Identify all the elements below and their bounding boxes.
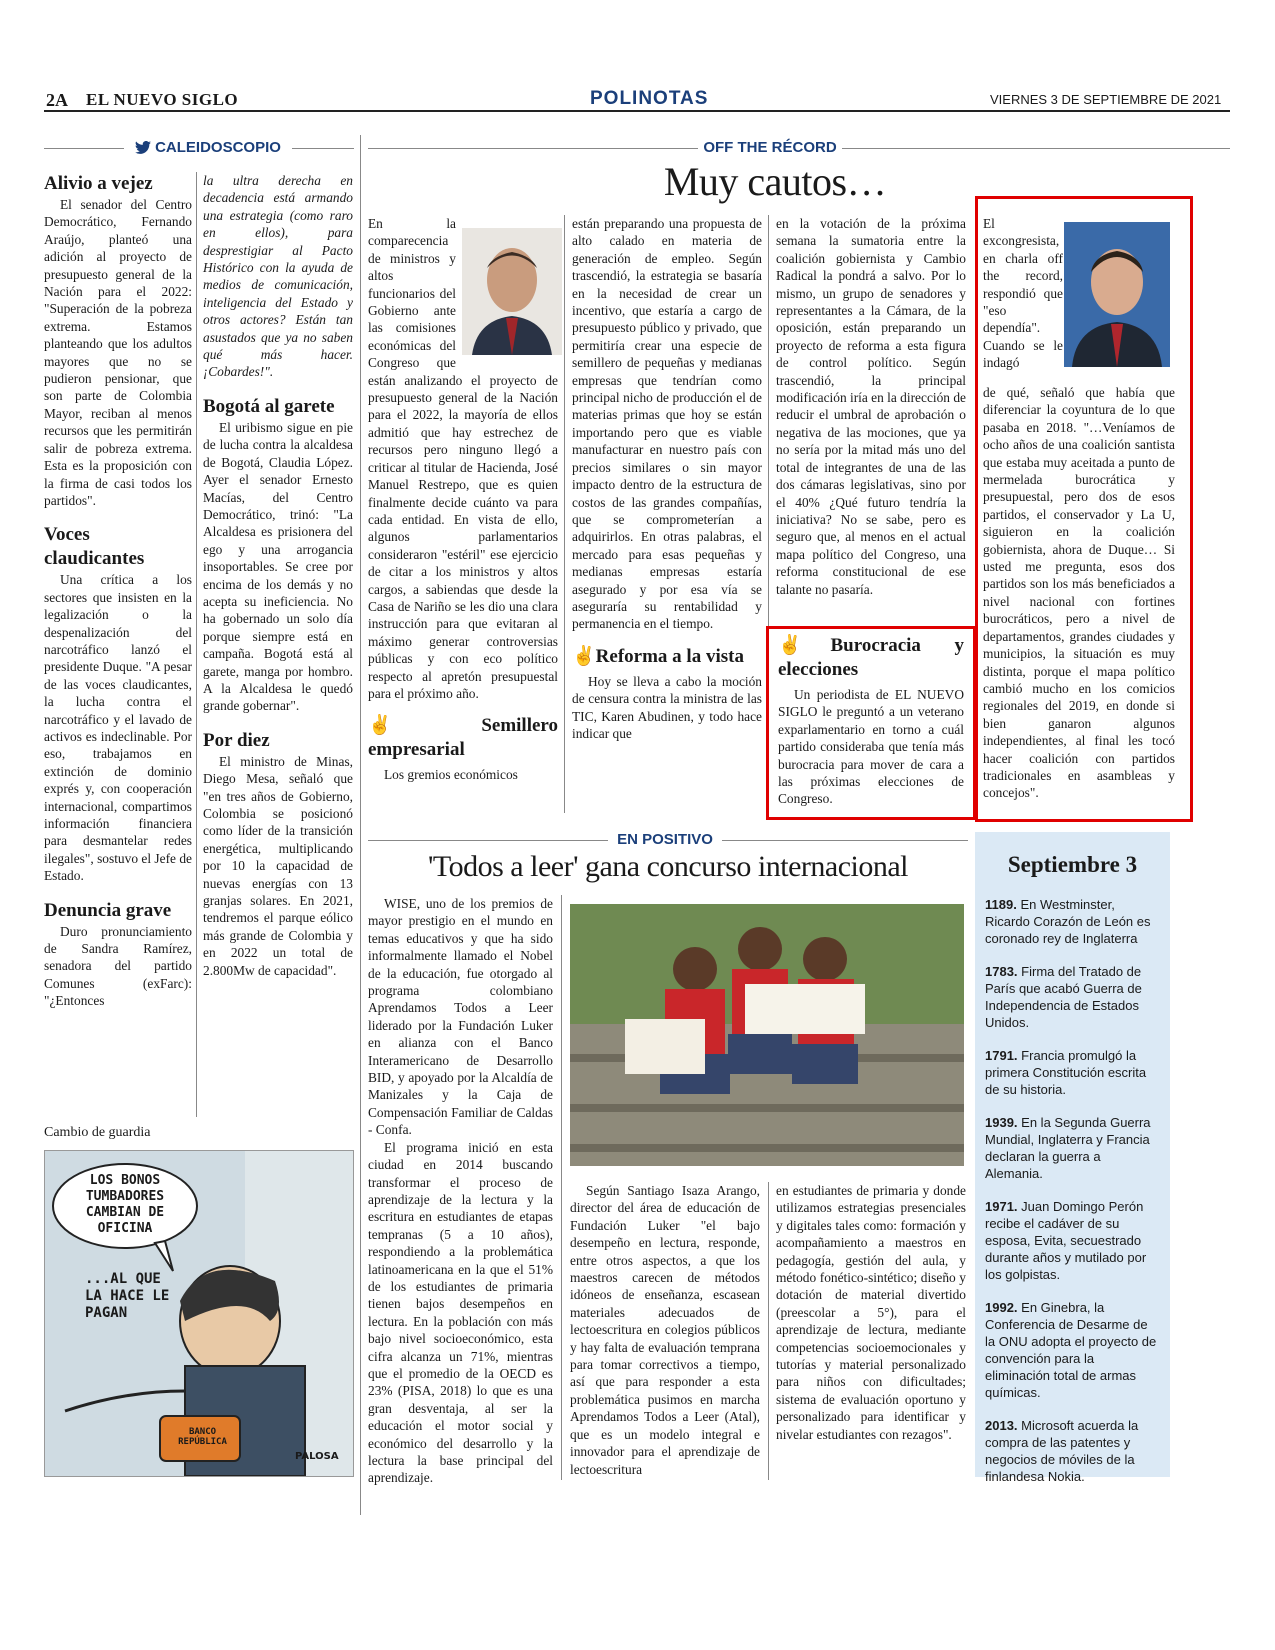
- article-heading: [778, 634, 964, 682]
- semillero-heading: Semillero empresarial: [368, 715, 558, 761]
- article-heading: Alivio a vejez: [44, 173, 153, 194]
- off-record-column-b: [572, 215, 762, 742]
- reforma-heading: Reforma a la vista: [595, 645, 744, 667]
- off-record-body-b: están preparando una propuesta de alto calado en materia de generación de empleo. Según trascendió, la estrategia se basaría en la necesidad de crear un incentivo, que estaría a cargo de presupuesto público y privado, que permitiría crear una especie de semillero de pequeñas y medianas empresas que tendrían como principal nicho de producción el de materias primas que hoy se están importando pero que es viable manufacturar en nuestro país con precios similares o sin mayor impacto dentro de la estructura de costos de las grandes compañías, que se comprometerían a adquirirlos. En otras palabras, el mercado para esas pequeñas y medianas empresas estaría asegurado y por esa vía se aseguraría su rentabilidad y permanencia en el tiempo.: [572, 216, 762, 632]
- en-positivo-column-3: [776, 1182, 966, 1443]
- off-record-body-c: en la votación de la próxima semana la sumatoria entre la coalición gobiernista y Cambio Radical la pondrá a salvo. Por lo mismo, un grupo de senadores y representantes a la Cámara, de la oposición, están preparando un proyecto de reforma a esta figura de control político. Según trascendió, la principal modificación iría en la dirección de reducir el umbral de aprobación o negativa de las mociones, que ya no sería por la mitad más uno del total de integrantes de una de las dos cámaras legislativas, sino por el 40% ¿Qué futuro tendría la iniciativa? No se sabe, pero es seguro que, al menos en el actual mapa político del Congreso, una reforma constitucional de ese talante no pasaría.: [776, 216, 966, 597]
- masthead-rule: [44, 110, 1230, 112]
- issue-date: VIERNES 3 DE SEPTIEMBRE DE 2021: [990, 92, 1222, 107]
- divider: [44, 148, 124, 149]
- column-divider: [196, 172, 197, 1117]
- caleidoscopio-column-1: [44, 172, 192, 1010]
- article-heading: Por diez: [203, 729, 270, 751]
- efemeride-item: [985, 896, 1158, 947]
- article-body: El ministro de Minas, Diego Mesa, señaló que "en tres años de Gobierno, Colombia se posicionó como líder de la transición energética, multiplicando por 10 la capacidad de nuevas energías con 13 granjas solares. En 2021, tendremos el parque eólico más grande de Colombia y en 2022 un total de 2.800Mw de capacidad".: [203, 753, 353, 978]
- efemerides-title: Septiembre 3: [1007, 852, 1138, 877]
- column-divider: [360, 135, 361, 1515]
- article-body: la ultra derecha en decadencia está armando una estrategia (como raro en ellos), para desprestigiar al Pacto Histórico con la ayuda de medios de comunicación, inteligencia del Estado y otros actores? Están tan asustados que ya no saben qué más hacer. ¡Cobardes!".: [203, 173, 353, 380]
- efemeride-year: 1939.: [985, 1115, 1018, 1130]
- off-record-column-d: [983, 384, 1175, 802]
- efemeride-year: 1791.: [985, 1048, 1018, 1063]
- divider: [292, 148, 354, 149]
- efemeride-year: 1783.: [985, 964, 1018, 979]
- article-body: Según Santiago Isaza Arango, director del área de educación de Fundación Luker "el bajo desempeño en lectura, responde, entre otros aspectos, a que los maestros carecen de métodos idóneos de enseñanza, escasean materiales adecuados de lectoescritura en colegios públicos y hay falta de evaluación temprana para tomar correctivos a tiempo, así que para responder a esta problemática pusimos en marcha Aprendamos Todos a Leer (Atal), que es un modelo integral e innovador para el aprendizaje de lectoescritura: [570, 1183, 760, 1477]
- efemeride-item: [985, 1299, 1158, 1401]
- en-positivo-headline: 'Todos a leer' gana concurso internacional: [427, 850, 908, 883]
- column-divider: [564, 215, 565, 813]
- article-heading: Voces claudicantes: [44, 524, 145, 570]
- efemeride-text: Firma del Tratado de París que acabó Guerra de Independencia de Estados Unidos.: [985, 964, 1142, 1030]
- efemeride-text: Francia promulgó la primera Constitución escrita de su historia.: [985, 1048, 1147, 1097]
- off-record-column-c: [776, 215, 966, 598]
- semillero-body: Los gremios económicos: [384, 767, 518, 783]
- cartoon-title: Cambio de guardia: [44, 1125, 151, 1140]
- article-body: El programa inició en esta ciudad en 2014 buscando transformar el proceso de aprendizaje de la lectura y la escritura en estudiantes de etapas tempranas (5 a 10 años), respondiendo a la problemática latinoamericana en la que el 51% de los estudiantes de primaria tienen bajos desempeños en lectura. En la población con más bajo nivel socioeconómico, esta cifra alcanza un 71%, mientras que el promedio de la OECD es 23% (PISA, 2018) lo que es una gran desventaja, al ser la educación el motor social y económico del desarrollo y la lectura la base principal del aprendizaje.: [368, 1139, 553, 1486]
- article-body: Duro pronunciamiento de Sandra Ramírez, senadora del partido Comunes (exFarc): "¿Entonces: [44, 923, 192, 1009]
- en-positivo-column-1: [368, 895, 553, 1487]
- section-title: POLINOTAS: [590, 88, 709, 109]
- victory-hand-icon: ✌: [778, 635, 831, 656]
- article-body: El uribismo sigue en pie de lucha contra la alcaldesa de Bogotá, Claudia López. Ayer el senador Ernesto Macías, del Centro Democrático, trinó: "La Alcaldesa es prisionera del ego y una arrogancia insoportables. Se cree por encima de los demás y no acepta su ineficiencia. No ha gobernado un solo día porque siempre está en campaña. Bogotá está al garete, manga por hombro. A la Alcaldesa le quedó grande gobernar".: [203, 419, 353, 714]
- divider: [722, 840, 968, 841]
- efemerides-list: [975, 896, 1170, 1485]
- cartoon-bag-label: BANCO REPÚBLICA: [178, 1427, 227, 1447]
- article-heading: Denuncia grave: [44, 899, 172, 921]
- efemeride-year: 1189.: [985, 897, 1017, 912]
- off-record-body-a: En la comparecencia de ministros y altos funcionarios del Gobierno ante las comisiones económicas del Congreso que están analizando el proyecto de presupuesto general de la Nación para el 2022, la mayoría de ellos admitió que hay estrechez de recursos pero ninguno llegó a criticar al titular de Hacienda, José Manuel Restrepo, que es quien finalmente decide cuánto va para cada entidad. En vista de ello, algunos parlamentarios consideraron "estéril" ese ejercicio de citar a los ministros y altos cargos, a sabiendas que desde la Casa de Nariño se les dio una clara instrucción para que evitaran al máximo generar controversias públicas y con eco político respecto al apretón presupuestal para el próximo año.: [368, 216, 558, 701]
- efemeride-item: [985, 1198, 1158, 1283]
- off-record-headline: Muy cautos…: [663, 159, 887, 204]
- efemeride-item: [985, 963, 1158, 1031]
- article-heading: [572, 645, 762, 669]
- page-number: 2A: [46, 90, 68, 110]
- burocracia-heading: Burocracia y elecciones: [778, 635, 964, 680]
- off-record-label: OFF THE RÉCORD: [703, 139, 837, 156]
- en-positivo-label: EN POSITIVO: [617, 831, 713, 848]
- twitter-bird-icon: [135, 141, 151, 154]
- victory-hand-icon: ✌: [572, 645, 596, 667]
- off-record-body-d-top: El excongresista, en charla off the record, respondió que "eso dependía". Cuando se le indagó: [983, 216, 1063, 371]
- newspaper-name: EL NUEVO SIGLO: [86, 90, 239, 109]
- cartoon-caption: ...AL QUE LA HACE LE PAGAN: [85, 1271, 170, 1321]
- efemeride-year: 2013.: [985, 1418, 1018, 1433]
- divider: [368, 148, 698, 149]
- efemeride-item: [985, 1114, 1158, 1182]
- efemeride-text: En Ginebra, la Conferencia de Desarme de la ONU adopta el proyecto de convención para la eliminación total de armas químicas.: [985, 1300, 1157, 1400]
- article-body: en estudiantes de primaria y donde utilizamos estrategias presenciales y digitales tales como: formación y acompañamiento a maestros en pedagogía, gestión del aula, y método fonético-sintético; diseño y dotación de material divertido (preescolar a 5°), para el aprendizaje de lectura, mediante competencias socioemocionales y tutorías y material personalizado para niños con dificultades; sistema de evaluación oportuno y personalizado para identificar y nivelar estudiantes con rezagos".: [776, 1183, 966, 1442]
- article-heading: Bogotá al garete: [203, 395, 335, 417]
- efemeride-text: Microsoft acuerda la compra de las patentes y negocios de móviles de la finlandesa Nokia.: [985, 1418, 1139, 1484]
- cartoon-bubble-text: LOS BONOS TUMBADORES CAMBIAN DE OFICINA: [85, 1173, 165, 1236]
- article-body: El senador del Centro Democrático, Fernando Araújo, planteó una adición al proyecto de presupuesto general de la Nación para el 2022: "Superación de la pobreza extrema. Estamos planteando que los adultos mayores que no se pudieron pensionar, que son parte de Colombia Mayor, reciban al menos recursos que les permitirán salir de pobreza extrema. Esta es la proposición con la firma de casi todos los partidos".: [44, 197, 192, 508]
- article-body: WISE, uno de los premios de mayor prestigio en el mundo en temas educativos y que ha sido informalmente llamado el Nobel de la educación, fue otorgado al programa colombiano Aprendamos Todos a Leer liderado por la Fundación Luker en alianza con el Banco Interamericano de Desarrollo BID, y apoyado por la Alcaldía de Manizales y la Caja de Compensación Familiar de Caldas - Confa.: [368, 896, 553, 1138]
- article-body: Una crítica a los sectores que insisten en la legalización o la despenalización del narcotráfico lanzó el presidente Duque. "A pesar de las voces claudicantes, la lucha contra el narcotráfico y el lavado de activos es indeclinable. Por eso, trabajamos en extinción de dominio exprés y, con cooperación internacional, compartimos información financiera para desmantelar redes ilegales", sostuvo el Jefe de Estado.: [44, 572, 192, 884]
- efemeride-item: [985, 1047, 1158, 1098]
- off-record-column-d-top: [983, 215, 1063, 372]
- cartoonist-signature: PALOSA: [295, 1451, 339, 1462]
- victory-hand-icon: ✌: [368, 715, 482, 737]
- caleidoscopio-title: CALEIDOSCOPIO: [155, 139, 281, 156]
- efemeride-text: Juan Domingo Perón recibe el cadáver de su esposa, Evita, secuestrado durante años y mutilado por los golpistas.: [985, 1199, 1147, 1282]
- off-record-body-d: de qué, señaló que había que diferenciar la coyuntura de lo que pasaba en 2018. "…Veníamos de ocho años de una coalición santista que estaba muy aceitada a punto de mermelada burocrática y presupuestal, pero dos de esos partidos, el conservador y La U, siguieron en la coalición gobiernista, ahora de Duque… Si usted me pregunta, esos dos partidos son los más beneficiados a nivel nacional con fortines burocráticos, pero a nivel de departamentos, grandes ciudades y municipios, la situación es muy distinta, porque el mapa político cambió mucho en los comicios regionales del 2019, en donde si bien ganaron algunos independientes, al final les tocó hacer coalición con partidos tradicionales en asambleas y concejos".: [983, 385, 1175, 801]
- editorial-cartoon: [44, 1150, 354, 1477]
- efemerides-box: [975, 832, 1170, 1484]
- efemeride-item: [985, 1417, 1158, 1485]
- divider: [368, 840, 608, 841]
- en-positivo-column-2: [570, 1182, 760, 1478]
- president-photo: [1064, 222, 1170, 367]
- divider: [842, 148, 1230, 149]
- burocracia-body: Un periodista de EL NUEVO SIGLO le preguntó a un veterano exparlamentario en torno a cuál partido consideraba que tenía más burocracia para mover de cara a las próximas elecciones de Congreso.: [778, 687, 964, 807]
- article-body: [368, 215, 558, 784]
- efemeride-text: En Westminster, Ricardo Corazón de León es coronado rey de Inglaterra: [985, 897, 1151, 946]
- efemeride-text: En la Segunda Guerra Mundial, Inglaterra y Francia declaran la guerra a Alemania.: [985, 1115, 1151, 1181]
- caleidoscopio-column-2: [203, 172, 353, 979]
- caleidoscopio-label: [128, 139, 288, 156]
- efemeride-year: 1971.: [985, 1199, 1018, 1214]
- burocracia-section: [778, 634, 964, 808]
- column-divider: [561, 895, 562, 1480]
- article-heading: [368, 714, 558, 762]
- column-divider: [768, 1182, 769, 1480]
- efemeride-year: 1992.: [985, 1300, 1018, 1315]
- reforma-body: Hoy se lleva a cabo la moción de censura contra la ministra de las TIC, Karen Abudinen, y todo hace indicar que: [572, 673, 762, 741]
- article-photo: [570, 904, 964, 1166]
